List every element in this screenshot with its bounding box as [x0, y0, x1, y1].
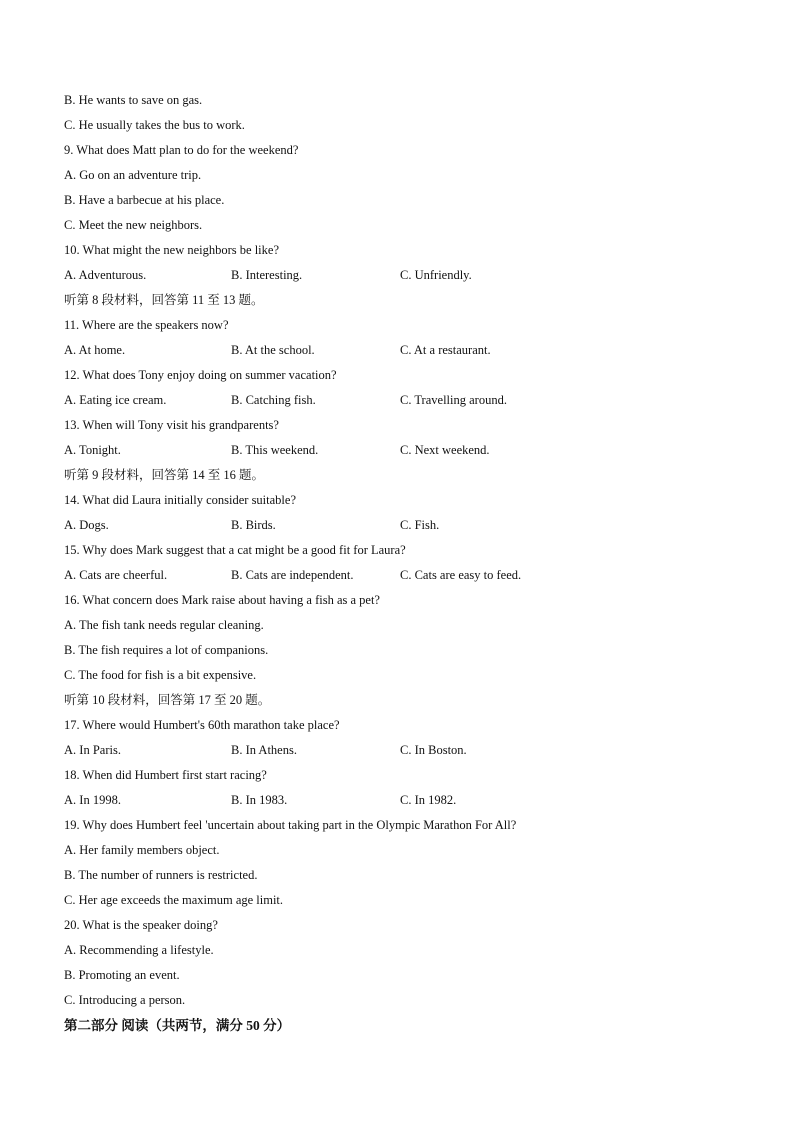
option-a: A. Adventurous.: [64, 268, 147, 282]
options-row: [64, 388, 744, 413]
option-b: B. Cats are independent.: [231, 568, 354, 582]
option-b: B. Interesting.: [231, 268, 303, 282]
option-b: B. In Athens.: [231, 743, 297, 757]
option-a: A. Cats are cheerful.: [64, 568, 168, 582]
text-line: B. Have a barbecue at his place.: [64, 193, 225, 207]
text-line: C. Her age exceeds the maximum age limit.: [64, 893, 284, 907]
text-line: C. The food for fish is a bit expensive.: [64, 668, 257, 682]
text-line: A. Recommending a lifestyle.: [64, 943, 214, 957]
text-line: 16. What concern does Mark raise about having a fish as a pet?: [64, 593, 380, 607]
text-line: 13. When will Tony visit his grandparents?: [64, 418, 279, 432]
options-row: [64, 338, 744, 363]
options-row: [64, 788, 744, 813]
text-line: B. He wants to save on gas.: [64, 93, 203, 107]
option-b: B. This weekend.: [231, 443, 319, 457]
text-line: B. Promoting an event.: [64, 968, 180, 982]
option-c: C. Travelling around.: [400, 393, 507, 407]
option-c: C. Unfriendly.: [400, 268, 472, 282]
text-line: 12. What does Tony enjoy doing on summer vacation?: [64, 368, 337, 382]
option-b: B. In 1983.: [231, 793, 288, 807]
text-line: A. Her family members object.: [64, 843, 220, 857]
option-a: A. Eating ice cream.: [64, 393, 167, 407]
text-line: 14. What did Laura initially consider suitable?: [64, 493, 296, 507]
option-c: C. In 1982.: [400, 793, 457, 807]
text-line: B. The number of runners is restricted.: [64, 868, 258, 882]
text-line: 18. When did Humbert first start racing?: [64, 768, 267, 782]
text-line: C. He usually takes the bus to work.: [64, 118, 245, 132]
option-c: C. Fish.: [400, 518, 440, 532]
text-line: B. The fish requires a lot of companions.: [64, 643, 269, 657]
text-line: 17. Where would Humbert's 60th marathon take place?: [64, 718, 340, 732]
option-b: B. Catching fish.: [231, 393, 316, 407]
option-c: C. In Boston.: [400, 743, 467, 757]
option-a: A. Dogs.: [64, 518, 109, 532]
text-line: C. Meet the new neighbors.: [64, 218, 203, 232]
text-line: 9. What does Matt plan to do for the weekend?: [64, 143, 299, 157]
option-a: A. In 1998.: [64, 793, 121, 807]
text-line: C. Introducing a person.: [64, 993, 186, 1007]
option-c: C. Cats are easy to feed.: [400, 568, 522, 582]
text-line: A. The fish tank needs regular cleaning.: [64, 618, 264, 632]
text-line: 20. What is the speaker doing?: [64, 918, 218, 932]
options-row: [64, 738, 744, 763]
option-a: A. Tonight.: [64, 443, 121, 457]
option-c: C. Next weekend.: [400, 443, 490, 457]
option-b: B. At the school.: [231, 343, 315, 357]
section-heading: 听第 10 段材料，回答第 17 至 20 题。: [64, 693, 271, 707]
text-line: 10. What might the new neighbors be like?: [64, 243, 279, 257]
text-line: A. Go on an adventure trip.: [64, 168, 202, 182]
text-line: 15. Why does Mark suggest that a cat might be a good fit for Laura?: [64, 543, 406, 557]
text-line: 11. Where are the speakers now?: [64, 318, 229, 332]
option-b: B. Birds.: [231, 518, 276, 532]
section-heading: 听第 9 段材料，回答第 14 至 16 题。: [64, 468, 265, 482]
option-a: A. At home.: [64, 343, 126, 357]
option-a: A. In Paris.: [64, 743, 121, 757]
part-heading: 第二部分 阅读（共两节，满分 50 分）: [64, 1018, 291, 1033]
exam-page: [64, 88, 744, 1039]
option-c: C. At a restaurant.: [400, 343, 491, 357]
options-row: [64, 513, 744, 538]
options-row: [64, 263, 744, 288]
section-heading: 听第 8 段材料，回答第 11 至 13 题。: [64, 293, 264, 307]
text-line: 19. Why does Humbert feel 'uncertain about taking part in the Olympic Marathon For All?: [64, 818, 517, 832]
options-row: [64, 438, 744, 463]
options-row: [64, 563, 744, 588]
